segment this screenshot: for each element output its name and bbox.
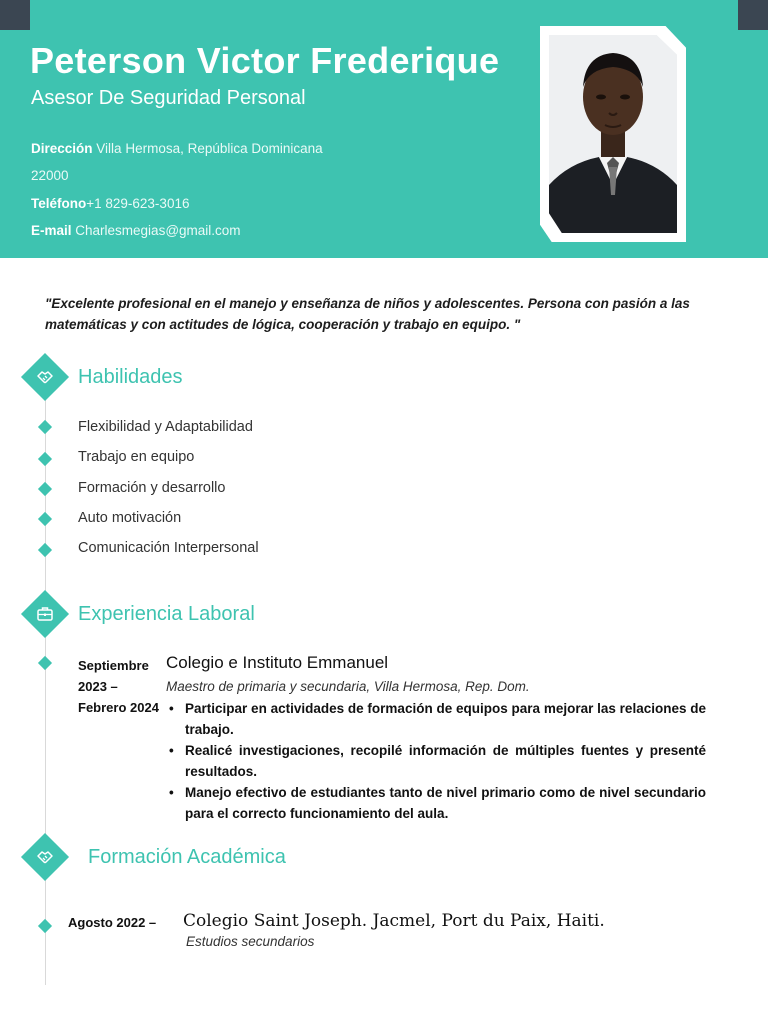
experience-duty: • Realicé investigaciones, recopilé información de múltiples fuentes y presenté resultados. xyxy=(166,740,706,782)
phone-line xyxy=(31,196,189,211)
experience-duty: • Manejo efectivo de estudiantes tanto de nivel primario como de nivel secundario para el correcto funcionamiento del aula. xyxy=(166,782,706,824)
briefcase-icon xyxy=(35,604,55,624)
phone-value: +1 829-623-3016 xyxy=(86,196,190,211)
skills-title: Habilidades xyxy=(78,366,183,388)
email-label: E-mail xyxy=(31,223,72,238)
experience-duty: • Participar en actividades de formación de equipos para mejorar las relaciones de trabajo. xyxy=(166,698,706,740)
handshake-icon xyxy=(35,847,55,867)
skill-bullet xyxy=(38,543,52,557)
skill-item: Flexibilidad y Adaptabilidad xyxy=(78,419,253,435)
profile-photo xyxy=(549,35,677,233)
address-line xyxy=(31,141,323,156)
email-line xyxy=(31,223,241,238)
skill-item: Comunicación Interpersonal xyxy=(78,540,259,556)
corner-decoration-left xyxy=(0,0,30,30)
experience-position: Maestro de primaria y secundaria, Villa Hermosa, Rep. Dom. xyxy=(166,679,530,694)
person-role: Asesor De Seguridad Personal xyxy=(31,87,306,109)
experience-section-marker xyxy=(21,590,69,638)
skill-item: Formación y desarrollo xyxy=(78,480,226,496)
experience-bullet xyxy=(38,656,52,670)
profile-summary: "Excelente profesional en el manejo y enseñanza de niños y adolescentes. Persona con pasión a las matemáticas y con actitudes de lógica, cooperación y trabajo en equipo. " xyxy=(45,296,690,332)
education-degree: Estudios secundarios xyxy=(186,934,315,949)
postal-code: 22000 xyxy=(31,168,69,183)
person-name: Peterson Victor Frederique xyxy=(30,40,500,81)
skill-item: Auto motivación xyxy=(78,510,182,526)
profile-photo-frame xyxy=(540,26,686,242)
skill-bullet xyxy=(38,452,52,466)
skills-section-marker xyxy=(21,353,69,401)
skill-bullet xyxy=(38,512,52,526)
address-label: Dirección xyxy=(31,141,93,156)
education-bullet xyxy=(38,919,52,933)
address-value: Villa Hermosa, República Dominicana xyxy=(96,141,323,156)
education-title: Formación Académica xyxy=(88,846,286,868)
email-value: Charlesmegias@gmail.com xyxy=(75,223,241,238)
experience-title: Experiencia Laboral xyxy=(78,603,255,625)
header-banner xyxy=(0,0,768,258)
experience-company: Colegio e Instituto Emmanuel xyxy=(166,653,389,672)
skill-bullet xyxy=(38,420,52,434)
handshake-icon xyxy=(35,367,55,387)
experience-date-start-month: Septiembre xyxy=(78,658,149,673)
skill-bullet xyxy=(38,482,52,496)
portrait-illustration xyxy=(549,35,677,233)
experience-duties xyxy=(166,698,706,824)
education-school: Colegio Saint Joseph. Jacmel, Port du Paix, Haiti. xyxy=(183,911,605,931)
education-section-marker xyxy=(21,833,69,881)
phone-label: Teléfono xyxy=(31,196,87,211)
experience-date-start-year: 2023 – xyxy=(78,679,118,694)
corner-decoration-right xyxy=(738,0,768,30)
education-date: Agosto 2022 – xyxy=(68,915,157,930)
skill-item: Trabajo en equipo xyxy=(78,449,195,465)
experience-date xyxy=(78,655,159,718)
experience-date-end: Febrero 2024 xyxy=(78,700,159,715)
